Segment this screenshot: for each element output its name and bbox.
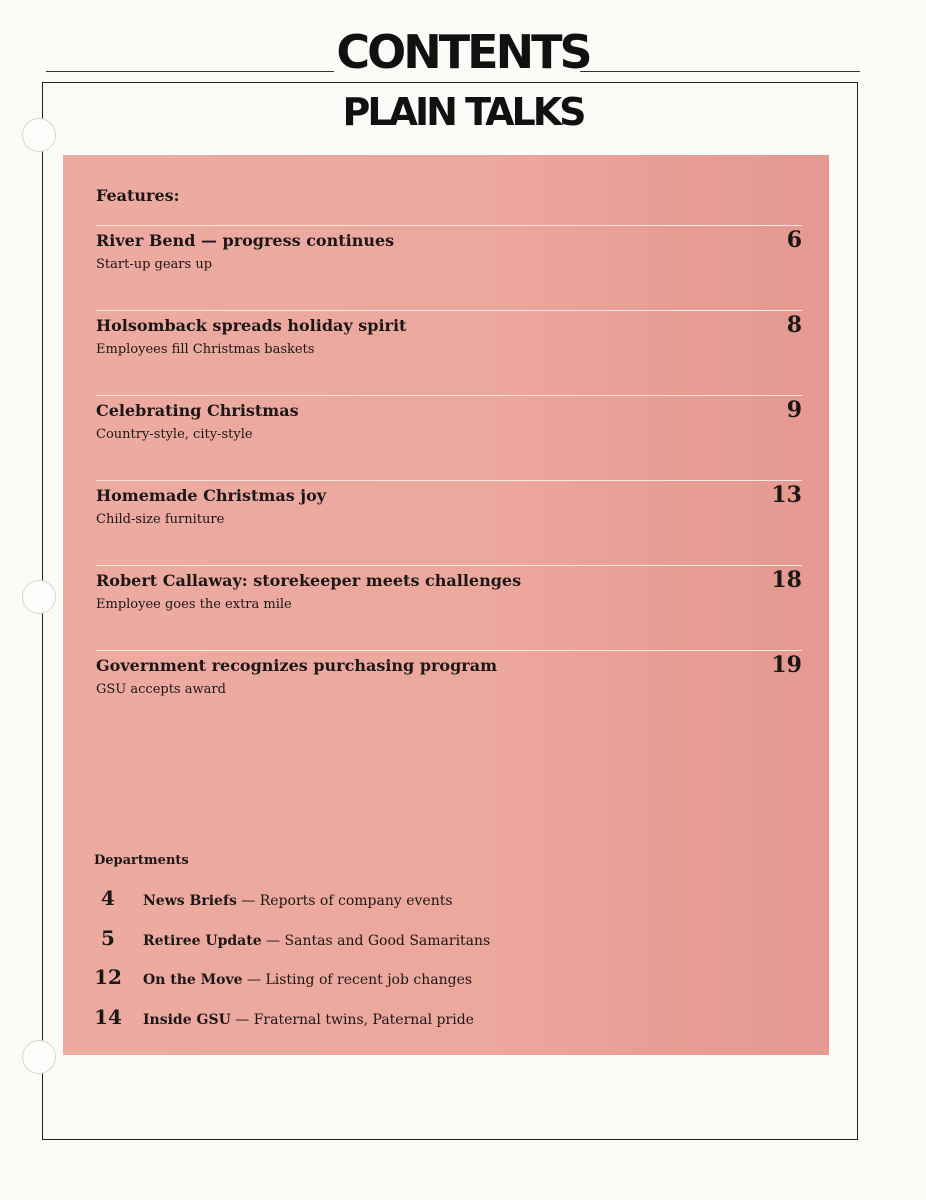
department-line bbox=[143, 933, 490, 949]
department-separator: — bbox=[266, 933, 281, 949]
magazine-title: PLAIN TALKS bbox=[342, 90, 584, 134]
department-separator: — bbox=[235, 1012, 250, 1028]
feature-page-number: 9 bbox=[786, 397, 802, 423]
department-name: News Briefs bbox=[143, 893, 237, 909]
feature-divider bbox=[96, 395, 802, 396]
feature-title: River Bend — progress continues bbox=[96, 231, 395, 250]
feature-divider bbox=[96, 310, 802, 311]
feature-page-number: 8 bbox=[786, 312, 802, 338]
department-name: On the Move bbox=[143, 972, 243, 988]
feature-subtitle: GSU accepts award bbox=[96, 682, 226, 697]
feature-page-number: 19 bbox=[771, 652, 802, 678]
feature-title: Government recognizes purchasing program bbox=[96, 656, 498, 675]
department-description: Santas and Good Samaritans bbox=[284, 933, 491, 949]
feature-subtitle: Country-style, city-style bbox=[96, 427, 253, 442]
feature-item[interactable] bbox=[96, 310, 802, 396]
feature-subtitle: Employee goes the extra mile bbox=[96, 597, 292, 612]
feature-divider bbox=[96, 225, 802, 226]
feature-divider bbox=[96, 565, 802, 566]
feature-title: Celebrating Christmas bbox=[96, 401, 299, 420]
department-description: Fraternal twins, Paternal pride bbox=[253, 1012, 474, 1028]
feature-page-number: 18 bbox=[771, 567, 802, 593]
feature-item[interactable] bbox=[96, 395, 802, 481]
feature-item[interactable] bbox=[96, 480, 802, 566]
feature-subtitle: Child-size furniture bbox=[96, 512, 225, 527]
feature-divider bbox=[96, 480, 802, 481]
feature-subtitle: Start-up gears up bbox=[96, 257, 213, 272]
binder-hole-bottom bbox=[22, 1040, 56, 1074]
department-page-number: 14 bbox=[94, 1005, 122, 1029]
feature-subtitle: Employees fill Christmas baskets bbox=[96, 342, 315, 357]
department-separator: — bbox=[247, 972, 262, 988]
binder-hole-middle bbox=[22, 580, 56, 614]
department-name: Retiree Update bbox=[143, 933, 262, 949]
feature-item[interactable] bbox=[96, 650, 802, 736]
feature-title: Robert Callaway: storekeeper meets challenges bbox=[96, 571, 522, 590]
department-page-number: 5 bbox=[101, 926, 115, 950]
department-page-number: 4 bbox=[101, 886, 115, 910]
feature-page-number: 13 bbox=[771, 482, 802, 508]
department-name: Inside GSU bbox=[143, 1012, 231, 1028]
feature-divider bbox=[96, 650, 802, 651]
feature-item[interactable] bbox=[96, 565, 802, 651]
department-page-number: 12 bbox=[94, 965, 122, 989]
departments-heading: Departments bbox=[94, 853, 189, 868]
feature-title: Holsomback spreads holiday spirit bbox=[96, 316, 407, 335]
department-line bbox=[143, 1012, 474, 1028]
feature-title: Homemade Christmas joy bbox=[96, 486, 327, 505]
features-heading: Features: bbox=[96, 186, 180, 205]
binder-hole-top bbox=[22, 118, 56, 152]
department-description: Reports of company events bbox=[259, 893, 453, 909]
department-line bbox=[143, 893, 453, 909]
department-line bbox=[143, 972, 472, 988]
department-separator: — bbox=[241, 893, 256, 909]
department-description: Listing of recent job changes bbox=[265, 972, 473, 988]
page-title: CONTENTS bbox=[336, 25, 590, 79]
feature-page-number: 6 bbox=[786, 227, 802, 253]
feature-item[interactable] bbox=[96, 225, 802, 311]
contents-panel bbox=[63, 155, 829, 1055]
